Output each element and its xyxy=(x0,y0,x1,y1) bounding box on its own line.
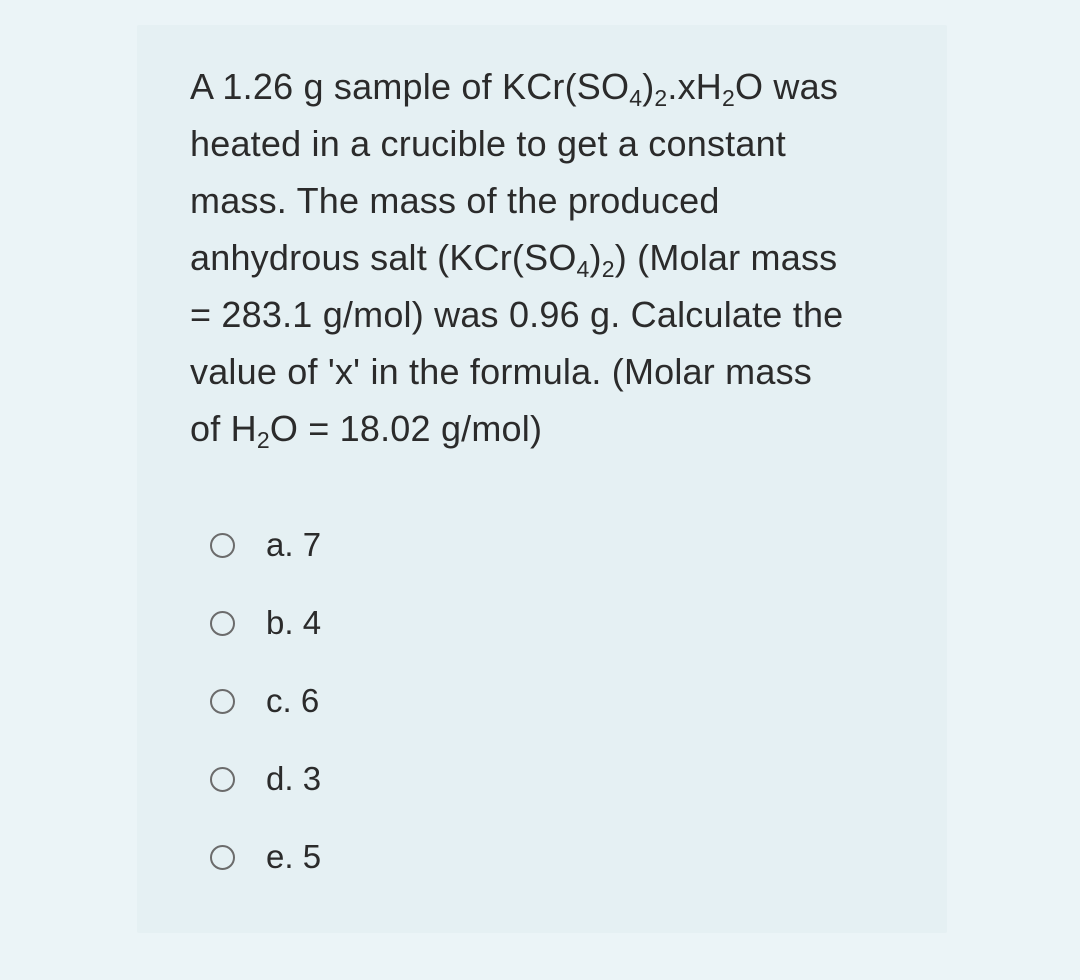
radio-button-icon[interactable] xyxy=(210,689,235,714)
option-label: a. 7 xyxy=(266,526,322,563)
radio-button-icon[interactable] xyxy=(210,611,235,636)
option-e[interactable] xyxy=(210,832,321,882)
option-a[interactable] xyxy=(210,520,321,570)
question-line: of $H_2O = 18.02$ g/mol) xyxy=(190,408,543,453)
question-text xyxy=(190,58,910,457)
question-line: mass. The mass of the produced xyxy=(190,180,720,221)
radio-button-icon[interactable] xyxy=(210,533,235,558)
option-label: d. 3 xyxy=(266,760,322,797)
question-line: heated in a crucible to get a constant xyxy=(190,123,786,164)
option-c[interactable] xyxy=(210,676,319,726)
radio-button-icon[interactable] xyxy=(210,845,235,870)
option-label: c. 6 xyxy=(266,682,320,719)
question-line: anhydrous salt $(KCr(SO_4)_2)$ (Molar mass xyxy=(190,237,838,282)
radio-button-icon[interactable] xyxy=(210,767,235,792)
question-line: value of 'x' in the formula. (Molar mass xyxy=(190,351,812,392)
option-d[interactable] xyxy=(210,754,321,804)
option-label: e. 5 xyxy=(266,838,322,875)
option-b[interactable] xyxy=(210,598,321,648)
question-line: = 283.1 g/mol) was 0.96 g. Calculate the xyxy=(190,294,844,335)
question-line: A 1.26 g sample of $KCr(SO_4)_2.xH_2O$ was xyxy=(190,66,839,111)
option-label: b. 4 xyxy=(266,604,322,641)
